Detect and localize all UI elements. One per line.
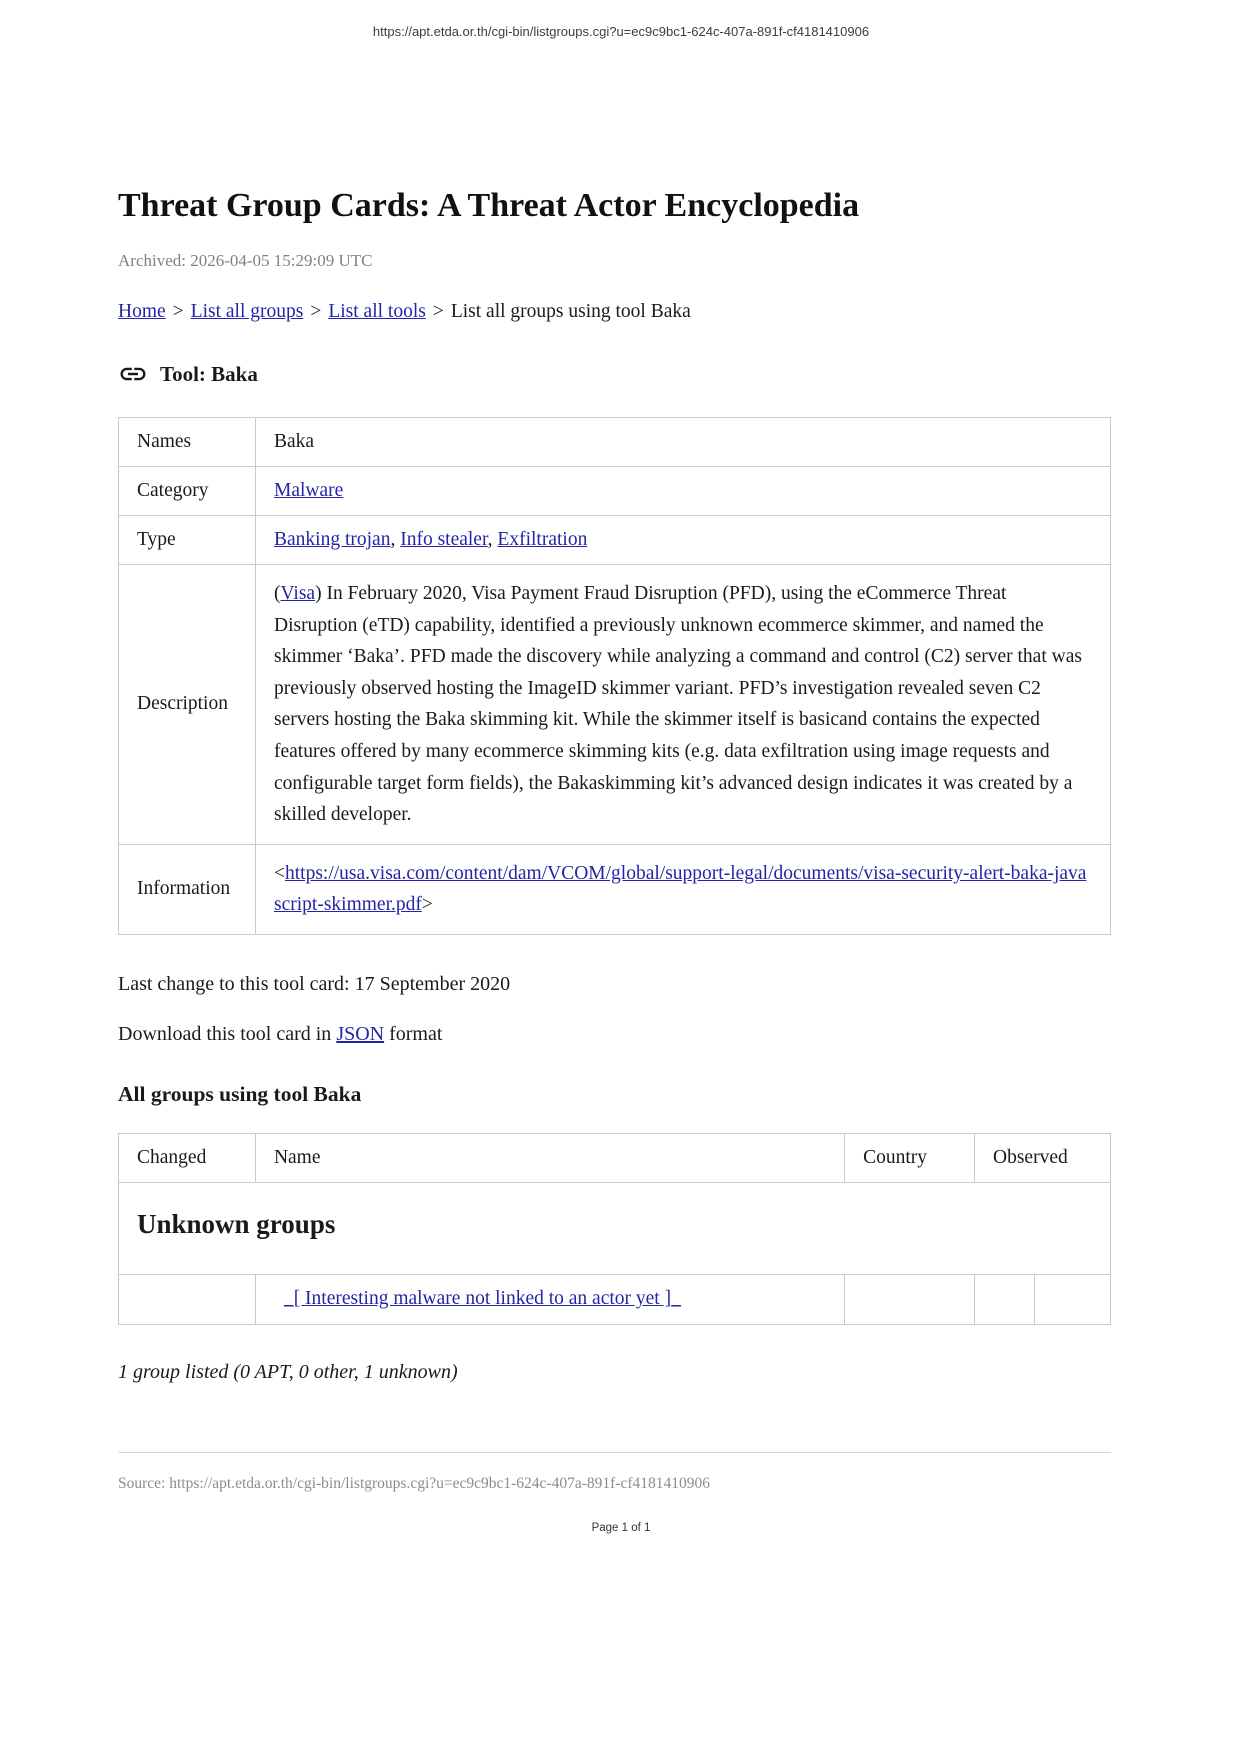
table-row xyxy=(119,467,1111,516)
groups-summary: 1 group listed (0 APT, 0 other, 1 unknown) xyxy=(118,1360,458,1383)
groups-header-row xyxy=(119,1133,1111,1182)
column-header-changed: Changed xyxy=(119,1133,256,1182)
type-separator: , xyxy=(390,529,401,551)
column-header-country: Country xyxy=(845,1133,975,1182)
groups-table xyxy=(118,1133,1111,1325)
category-label: Category xyxy=(119,467,256,516)
category-malware-link[interactable]: Malware xyxy=(274,480,344,502)
names-value: Baka xyxy=(256,418,1111,467)
type-exfiltration-link[interactable]: Exfiltration xyxy=(497,529,588,551)
visa-pdf-link[interactable]: https://usa.visa.com/content/dam/VCOM/global/support-legal/documents/visa-security-alert-baka-javascript-skimmer.pdf xyxy=(274,862,1087,916)
description-text: ) In February 2020, Visa Payment Fraud Disruption (PFD), using the eCommerce Threat Disruption (eTD) capability, identified a previously unknown ecommerce skimmer, and named the skimmer ‘Baka’. PFD made the discovery while analyzing a command and control (C2) server that was previously observed hosting the ImageID skimmer variant. PFD’s investigation revealed seven C2 servers hosting the Baka skimming kit. While the skimmer itself is basicand contains the expected features offered by many ecommerce skimming kits (e.g. data exfiltration using image requests and configurable target form fields), the Bakaskimming kit’s advanced design indicates it was created by a skilled developer. xyxy=(274,583,1082,826)
breadcrumb-list-groups-link[interactable]: List all groups xyxy=(190,301,304,323)
information-label: Information xyxy=(119,844,256,934)
section-row xyxy=(119,1182,1111,1274)
download-json-link[interactable]: JSON xyxy=(336,1022,385,1045)
visa-link[interactable]: Visa xyxy=(280,583,316,605)
category-value xyxy=(256,467,1111,516)
description-prefix: ( xyxy=(274,583,281,605)
breadcrumb-current: List all groups using tool Baka xyxy=(450,301,691,323)
breadcrumb-home-link[interactable]: Home xyxy=(118,301,166,323)
page-content xyxy=(118,0,1111,1493)
divider xyxy=(118,1452,1111,1453)
column-header-name: Name xyxy=(255,1133,844,1182)
information-suffix: > xyxy=(421,894,433,916)
download-prefix: Download this tool card in xyxy=(118,1022,337,1045)
country-cell xyxy=(845,1274,975,1324)
breadcrumb-list-tools-link[interactable]: List all tools xyxy=(328,301,426,323)
last-change-text: Last change to this tool card: 17 September 2020 xyxy=(118,972,511,995)
type-label: Type xyxy=(119,516,256,565)
type-banking-trojan-link[interactable]: Banking trojan xyxy=(274,529,391,551)
breadcrumb xyxy=(118,301,1111,323)
breadcrumb-separator: > xyxy=(432,301,444,323)
table-row xyxy=(119,565,1111,845)
description-value xyxy=(256,565,1111,845)
names-label: Names xyxy=(119,418,256,467)
column-header-observed: Observed xyxy=(975,1133,1111,1182)
group-link[interactable]: _[ Interesting malware not linked to an actor yet ]_ xyxy=(283,1288,681,1310)
type-separator: , xyxy=(487,529,498,551)
page-title: Threat Group Cards: A Threat Actor Encyclopedia xyxy=(118,187,860,224)
table-row xyxy=(119,1274,1111,1324)
name-cell xyxy=(255,1274,844,1324)
page-number: Page 1 of 1 xyxy=(591,1522,651,1534)
observed-cell-2 xyxy=(1034,1274,1110,1324)
download-line xyxy=(118,1023,1111,1046)
link-icon xyxy=(118,359,148,389)
tool-heading-text: Tool: Baka xyxy=(160,361,258,386)
breadcrumb-separator: > xyxy=(172,301,184,323)
print-header-url: https://apt.etda.or.th/cgi-bin/listgroups.cgi?u=ec9c9bc1-624c-407a-891f-cf4181410906 xyxy=(372,24,870,39)
tool-heading xyxy=(118,359,1111,389)
section-title-unknown-groups: Unknown groups xyxy=(119,1182,1111,1274)
groups-heading: All groups using tool Baka xyxy=(118,1081,362,1106)
information-prefix: < xyxy=(274,862,285,884)
breadcrumb-separator: > xyxy=(310,301,322,323)
table-row xyxy=(119,516,1111,565)
information-value xyxy=(256,844,1111,934)
table-row xyxy=(119,844,1111,934)
type-info-stealer-link[interactable]: Info stealer xyxy=(400,529,488,551)
description-label: Description xyxy=(119,565,256,845)
table-row xyxy=(119,418,1111,467)
type-value xyxy=(256,516,1111,565)
tool-card-table xyxy=(118,417,1111,935)
download-suffix: format xyxy=(384,1022,443,1045)
observed-cell xyxy=(975,1274,1035,1324)
archived-timestamp: Archived: 2026-04-05 15:29:09 UTC xyxy=(118,251,373,271)
source-url: Source: https://apt.etda.or.th/cgi-bin/listgroups.cgi?u=ec9c9bc1-624c-407a-891f-cf4181410906 xyxy=(118,1474,710,1492)
changed-cell xyxy=(119,1274,256,1324)
